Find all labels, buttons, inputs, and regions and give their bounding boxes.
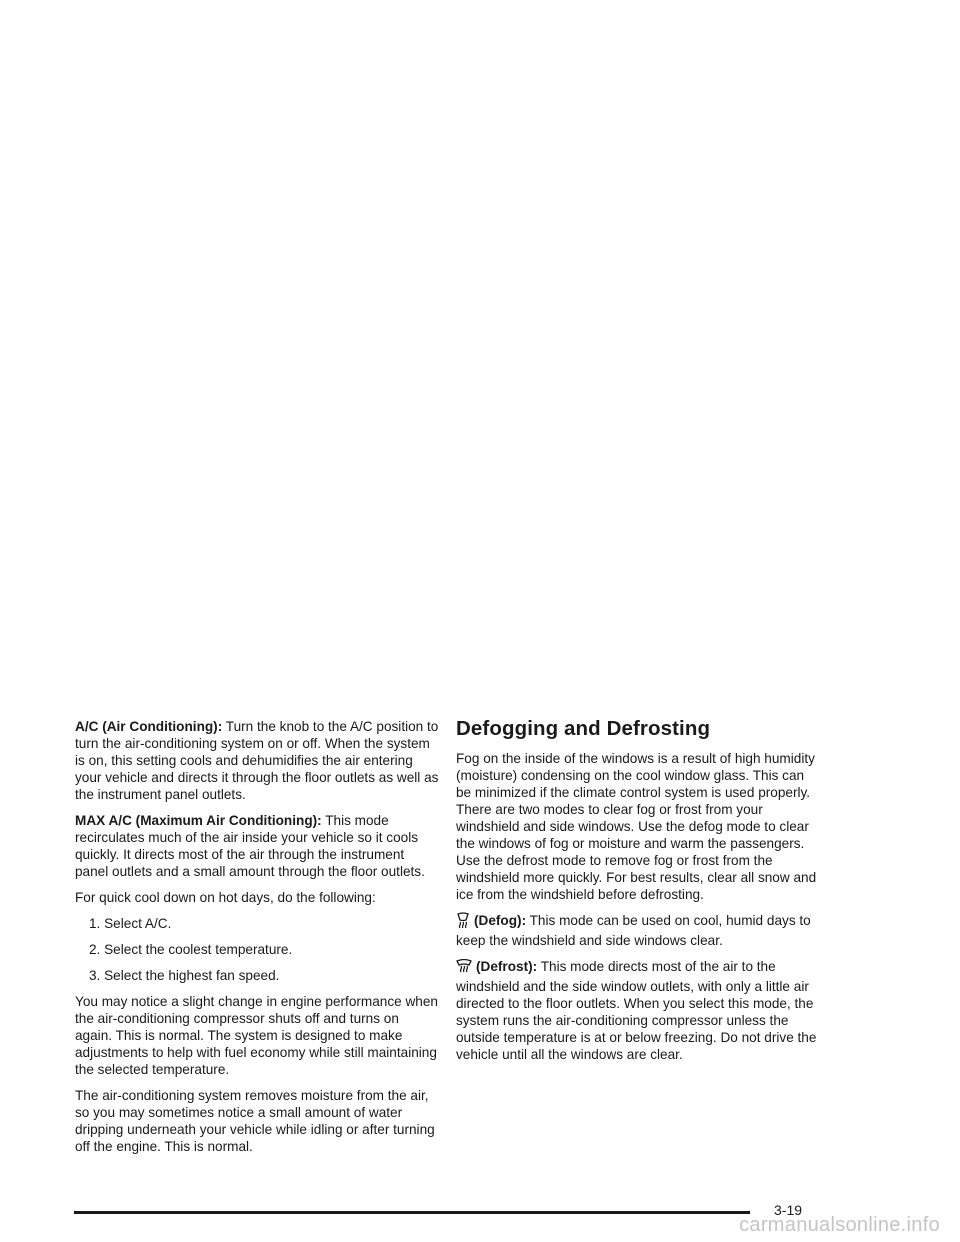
- section-heading: Defogging and Defrosting: [456, 717, 711, 740]
- left-column: [75, 718, 439, 1164]
- defrost-icon: [456, 958, 472, 978]
- defrost-text: This mode directs most of the air to the windshield and the side window outlets, with only a little air directed to the floor outlets. When you select this mode, the system runs the air-conditioning compressor unless the outside temperature is at or below freezing. Do not drive the vehicle until all the windows are clear.: [456, 959, 817, 1062]
- max-ac-paragraph: [75, 812, 439, 880]
- ac-paragraph: [75, 718, 439, 803]
- defog-text: This mode can be used on cool, humid days to keep the windshield and side windows clear.: [456, 913, 811, 948]
- ac-label: A/C (Air Conditioning):: [75, 719, 223, 734]
- ac-text: Turn the knob to the A/C position to turn the air-conditioning system on or off. When the system is on, this setting cools and dehumidifies the air entering your vehicle and directs it through the floor outlets as well as the instrument panel outlets.: [75, 719, 439, 802]
- performance-notice: You may notice a slight change in engine performance when the air-conditioning compressor shuts off and turns on again. This is normal. The system is designed to make adjustments to help with fuel economy while still maintaining the selected temperature.: [75, 994, 438, 1077]
- step-2: 2. Select the coolest temperature.: [89, 942, 293, 957]
- defog-icon: [456, 912, 470, 932]
- defog-label: (Defog):: [474, 913, 527, 928]
- watermark: carmanualsonline.info: [739, 1214, 940, 1236]
- page-number: 3-19: [774, 1202, 803, 1218]
- step-1: 1. Select A/C.: [89, 916, 172, 931]
- defog-paragraph: [456, 912, 820, 949]
- moisture-notice: The air-conditioning system removes moisture from the air, so you may sometimes notice a small amount of water dripping underneath your vehicle while idling or after turning off the engine. This is normal.: [75, 1088, 435, 1154]
- defog-intro: Fog on the inside of the windows is a result of high humidity (moisture) condensing on the cool window glass. This can be minimized if the climate control system is used properly. There are two modes to clear fog or frost from your windshield and side windows. Use the defog mode to clear the windows of fog or moisture and warm the passengers. Use the defrost mode to remove fog or frost from the windshield more quickly. For best results, clear all snow and ice from the windshield before defrosting.: [456, 751, 817, 902]
- max-ac-text: This mode recirculates much of the air inside your vehicle so it cools quickly. It directs most of the air through the instrument panel outlets and a small amount through the floor outlets.: [75, 813, 425, 879]
- max-ac-label: MAX A/C (Maximum Air Conditioning):: [75, 813, 322, 828]
- step-3: 3. Select the highest fan speed.: [89, 968, 280, 983]
- right-column: [456, 717, 820, 1072]
- quick-cool-intro: For quick cool down on hot days, do the following:: [75, 890, 376, 905]
- defrost-paragraph: [456, 958, 820, 1063]
- defrost-label: (Defrost):: [476, 959, 538, 974]
- footer-rule: [74, 1211, 750, 1214]
